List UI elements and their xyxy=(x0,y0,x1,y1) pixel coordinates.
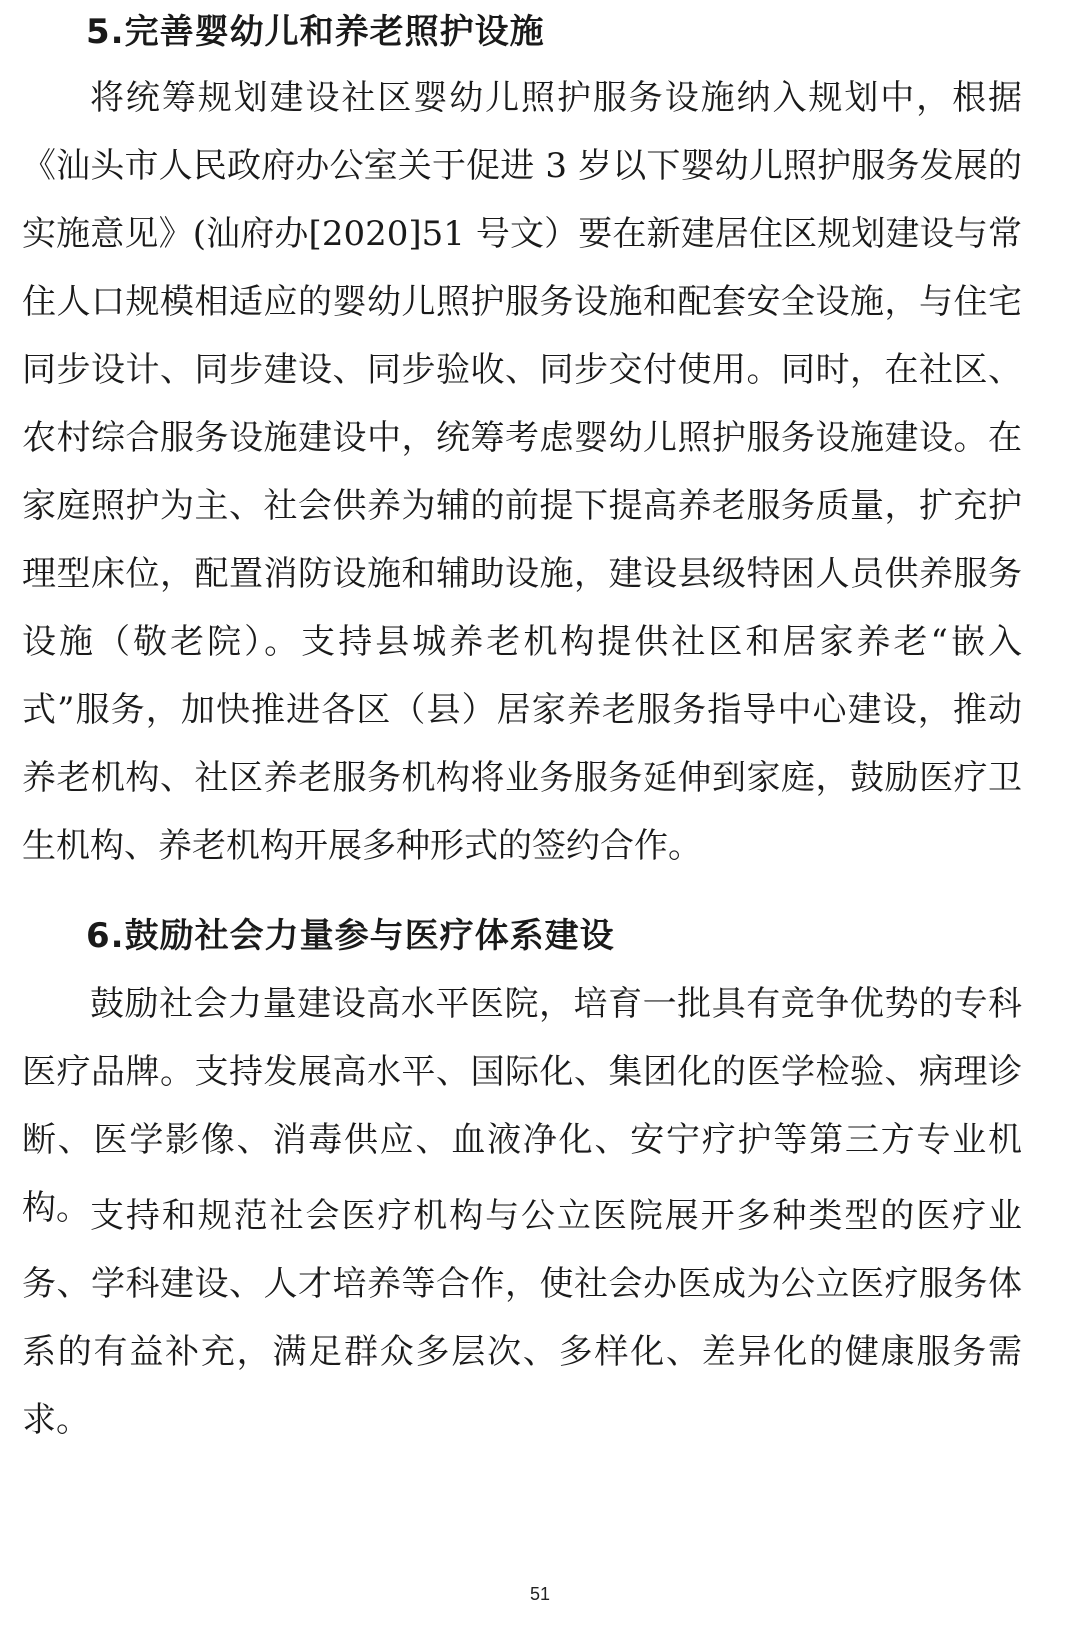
section-heading-facilities: 5.完善婴幼儿和养老照护设施 xyxy=(86,12,545,52)
paragraph-facilities: 将统筹规划建设社区婴幼儿照护服务设施纳入规划中，根据《汕头市人民政府办公室关于促进 3 岁以下婴幼儿照护服务发展的实施意见》(汕府办[2020]51 号文）要在新建居住区规划建设与常住人口规模相适应的婴幼儿照护服务设施和配套安全设施，与住宅同步设计、同步建设、同步验收、同步交付使用。同时，在社区、农村综合服务设施建设中，统筹考虑婴幼儿照护服务设施建设。在家庭照护为主、社会供养为辅的前提下提高养老服务质量，扩充护理型床位，配置消防设施和辅助设施，建设县级特困人员供养服务设施（敬老院）。支持县城养老机构提供社区和居家养老“嵌入式”服务，加快推进各区（县）居家养老服务指导中心建设，推动养老机构、社区养老服务机构将业务服务延伸到家庭，鼓励医疗卫生机构、养老机构开展多种形式的签约合作。 xyxy=(22,78,1022,866)
paragraph-social-medical-1: 鼓励社会力量建设高水平医院，培育一批具有竞争优势的专科医疗品牌。支持发展高水平、国际化、集团化的医学检验、病理诊断、医学影像、消毒供应、血液净化、安宁疗护等第三方专业机构。 xyxy=(22,984,1022,1228)
page-number: 51 xyxy=(529,1584,551,1604)
section-heading-social-medical: 6.鼓励社会力量参与医疗体系建设 xyxy=(86,916,615,956)
paragraph-social-medical-2: 支持和规范社会医疗机构与公立医院展开多种类型的医疗业务、学科建设、人才培养等合作，使社会办医成为公立医疗服务体系的有益补充，满足群众多层次、多样化、差异化的健康服务需求。 xyxy=(22,1196,1022,1440)
